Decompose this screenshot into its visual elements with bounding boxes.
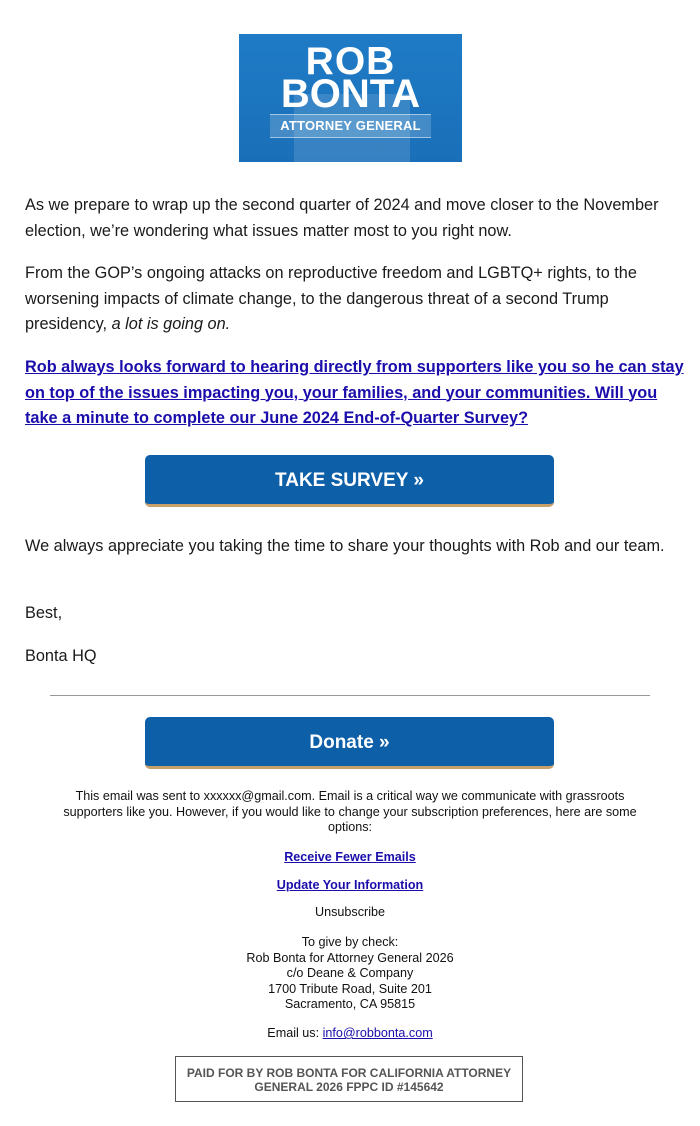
check-address xyxy=(0,935,700,1013)
update-information-link[interactable]: Update Your Information xyxy=(276,878,424,892)
issues-paragraph-emphasis: a lot is going on. xyxy=(111,315,231,333)
unsubscribe-link[interactable]: Unsubscribe xyxy=(315,905,385,919)
issues-paragraph-text: From the GOP’s ongoing attacks on reproductive freedom and LGBTQ+ rights, to the worsening impacts of climate change, to the dangerous threat of a second Trump presidency, xyxy=(25,264,637,333)
signature: Bonta HQ xyxy=(25,647,97,665)
donate-button[interactable]: Donate » xyxy=(145,717,554,769)
appreciation-paragraph: We always appreciate you taking the time to share your thoughts with Rob and our team. xyxy=(25,537,665,555)
survey-link[interactable]: Rob always looks forward to hearing directly from supporters like you so he can stay on top of the issues impacting you, your families, and your communities. Will you take a minute to complete our June 2024 End-of-Quarter Survey? xyxy=(25,358,684,427)
email-label: Email us: xyxy=(267,1026,323,1040)
check-line-3: c/o Deane & Company xyxy=(286,966,414,980)
footer-notice: This email was sent to xxxxxx@gmail.com. Email is a critical way we communicate with grassroots supporters like you. However, if you would like to change your subscription preferences, here are some options: xyxy=(63,789,637,834)
logo-subtitle: ATTORNEY GENERAL xyxy=(270,114,431,138)
take-survey-button[interactable]: TAKE SURVEY » xyxy=(145,455,554,507)
logo-line-1: ROB xyxy=(305,40,396,83)
paid-for-disclaimer: PAID FOR BY ROB BONTA FOR CALIFORNIA ATTORNEY GENERAL 2026 FPPC ID #145642 xyxy=(175,1056,523,1102)
check-line-1: To give by check: xyxy=(301,935,399,949)
closing: Best, xyxy=(25,604,63,622)
campaign-logo xyxy=(239,34,462,162)
receive-fewer-emails-link[interactable]: Receive Fewer Emails xyxy=(284,850,416,864)
check-line-4: 1700 Tribute Road, Suite 201 xyxy=(268,981,432,996)
check-line-5: Sacramento, CA 95815 xyxy=(284,997,416,1011)
email-address-link[interactable]: info@robbonta.com xyxy=(322,1026,433,1040)
check-line-2: Rob Bonta for Attorney General 2026 xyxy=(246,950,454,965)
intro-paragraph: As we prepare to wrap up the second quarter of 2024 and move closer to the November election, we’re wondering what issues matter most to you right now. xyxy=(25,196,659,240)
logo-line-2: BONTA xyxy=(280,72,421,116)
divider xyxy=(50,695,650,696)
contact-email xyxy=(0,1026,700,1042)
issues-paragraph xyxy=(25,261,677,338)
